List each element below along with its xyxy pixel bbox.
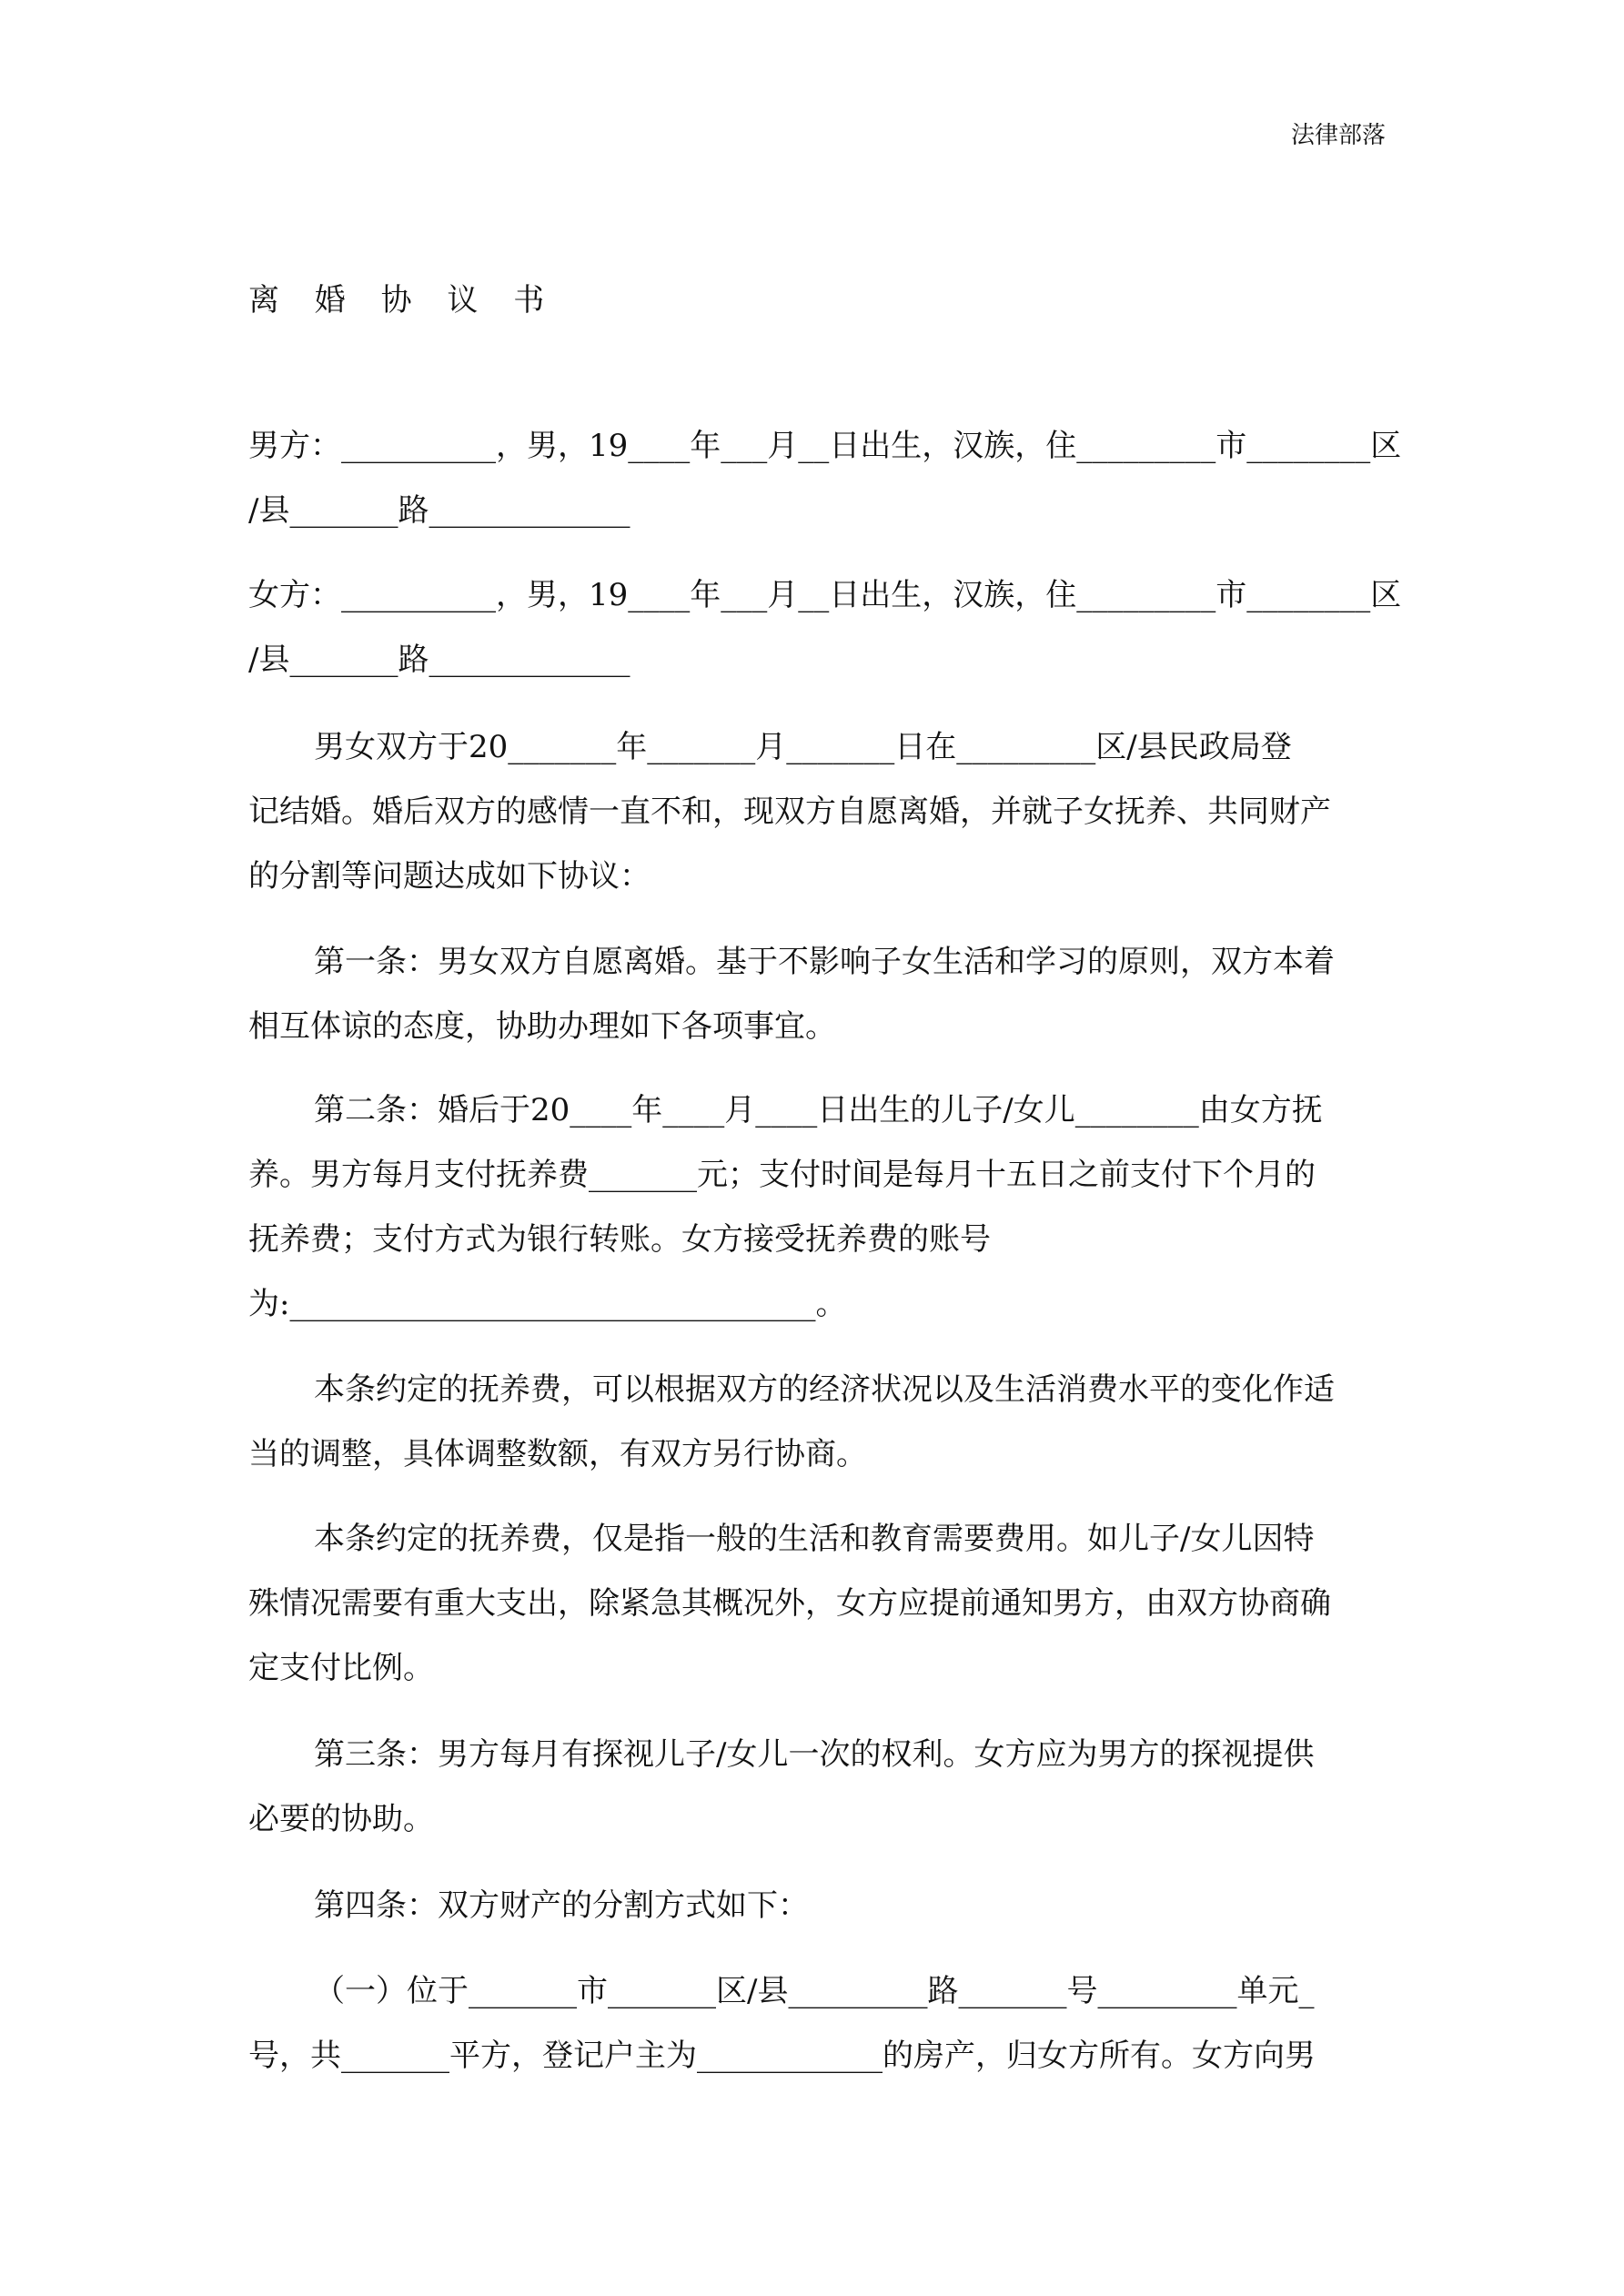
paragraph-property-1 [248, 1969, 1395, 2099]
text-line: /县_______路_____________ [248, 492, 630, 529]
paragraph-article-1 [248, 940, 1395, 1069]
text-line: 第三条：男方每月有探视儿子/女儿一次的权利。女方应为男方的探视提供 [314, 1736, 1315, 1773]
text-line: 号，共_______平方，登记户主为____________的房产，归女方所有。女方向男 [248, 2038, 1316, 2074]
paragraph-article-3 [248, 1733, 1395, 1862]
paragraph-article-2 [248, 1088, 1395, 1347]
text-line: 必要的协助。 [248, 1801, 434, 1837]
text-line: 本条约定的抚养费，仅是指一般的生活和教育需要费用。如儿子/女儿因特 [314, 1521, 1315, 1557]
text-line: 养。男方每月支付抚养费_______元；支付时间是每月十五日之前支付下个月的 [248, 1157, 1316, 1193]
paragraph-female-party [248, 573, 1402, 703]
page-header: 法律部落 [1290, 122, 1386, 149]
text-line: 殊情况需要有重大支出，除紧急其概况外，女方应提前通知男方，由双方协商确 [248, 1585, 1331, 1622]
text-line: 抚养费；支付方式为银行转账。女方接受抚养费的账号 [248, 1221, 991, 1258]
text-line: 相互体谅的态度，协助办理如下各项事宜。 [248, 1008, 836, 1045]
text-line: 定支付比例。 [248, 1650, 434, 1686]
document-title: 离 婚 协 议 书 [248, 282, 558, 319]
text-line: 男女双方于20_______年_______月_______日在_________区/县民政局登 [314, 729, 1292, 765]
text-line: （一）位于_______市_______区/县_________路_______号_________单元_ [314, 1973, 1315, 2009]
text-line: 第四条：双方财产的分割方式如下： [314, 1887, 809, 1924]
text-line: 为:__________________________________。 [248, 1286, 847, 1322]
text-line: 第二条：婚后于20____年____月____日出生的儿子/女儿________由女方抚 [314, 1092, 1323, 1128]
paragraph-male-party [248, 424, 1402, 553]
text-line: 的分割等问题达成如下协议： [248, 858, 651, 895]
text-line: 第一条：男女双方自愿离婚。基于不影响子女生活和学习的原则，双方本着 [314, 944, 1335, 980]
text-line: 记结婚。婚后双方的感情一直不和，现双方自愿离婚，并就子女抚养、共同财产 [248, 794, 1331, 830]
paragraph-support-scope [248, 1517, 1395, 1711]
text-line: /县_______路_____________ [248, 642, 630, 678]
text-line: 女方：__________，男，19____年___月__日出生，汉族，住_________市________区 [248, 577, 1402, 613]
paragraph-support-adjustment [248, 1368, 1395, 1497]
text-line: 本条约定的抚养费，可以根据双方的经济状况以及生活消费水平的变化作适 [314, 1371, 1335, 1408]
text-line: 男方：__________，男，19____年___月__日出生，汉族，住_________市________区 [248, 428, 1402, 464]
paragraph-article-4 [248, 1884, 1395, 1948]
paragraph-intro [248, 725, 1395, 919]
text-line: 当的调整，具体调整数额，有双方另行协商。 [248, 1436, 867, 1472]
